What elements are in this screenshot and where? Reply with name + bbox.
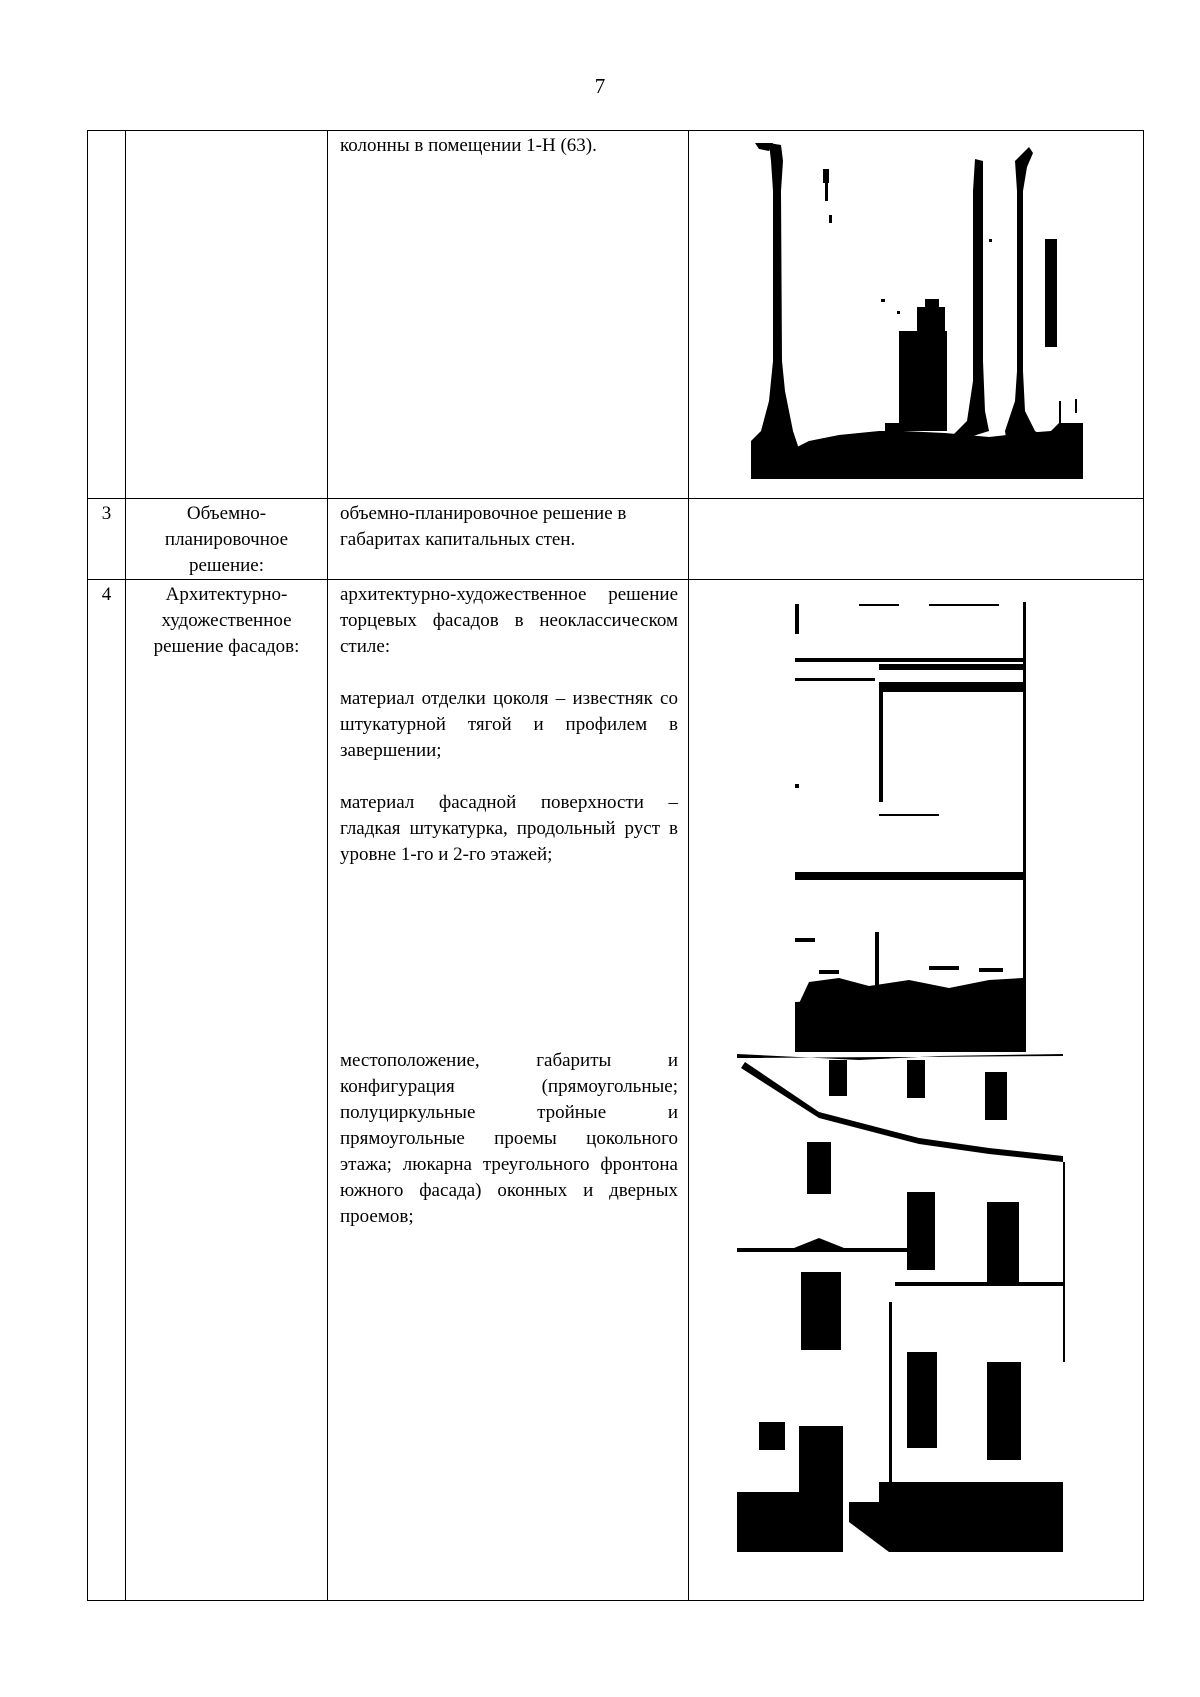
description-text: местоположение, габариты и конфигурация (прямоугольные; полуциркульные тройные и прямоугольные проемы цокольного этажа; люкарна треугольного фронтона южного фасада) оконных и дверных проемов; [340, 1050, 678, 1227]
description-text: архитектурно-художественное решение торцевых фасадов в неоклассическом стиле: [340, 584, 678, 657]
facade-windows-photo [689, 1052, 1101, 1552]
table-row [88, 499, 1144, 580]
row-number-cell: 4 [88, 580, 126, 1601]
interior-columns-photo [689, 131, 1101, 497]
description-text: объемно-планировочное решение в габаритах капитальных стен. [340, 503, 627, 550]
row-number-cell [88, 131, 126, 499]
row-description-cell [328, 580, 689, 1601]
description-text: материал отделки цоколя – известняк со штукатурной тягой и профилем в завершении; [340, 688, 678, 761]
table-row [88, 131, 1144, 499]
row-image-cell [689, 131, 1144, 499]
row-name-cell: Объемно-планировочное решение: [126, 499, 328, 580]
monument-subject-table [87, 130, 1144, 1601]
row-image-cell [689, 580, 1144, 1601]
table-row [88, 580, 1144, 1601]
description-text: материал фасадной поверхности – гладкая штукатурка, продольный руст в уровне 1-го и 2-го этажей; [340, 792, 678, 865]
row-number-cell: 3 [88, 499, 126, 580]
description-text: колонны в помещении 1-Н (63). [340, 135, 597, 156]
page-number: 7 [594, 74, 606, 98]
facade-plinth-photo [689, 582, 1101, 1052]
row-name-cell [126, 131, 328, 499]
row-image-cell [689, 499, 1144, 580]
row-description-cell [328, 499, 689, 580]
row-name-cell: Архитектурно-художественное решение фасадов: [126, 580, 328, 1601]
row-description-cell [328, 131, 689, 499]
